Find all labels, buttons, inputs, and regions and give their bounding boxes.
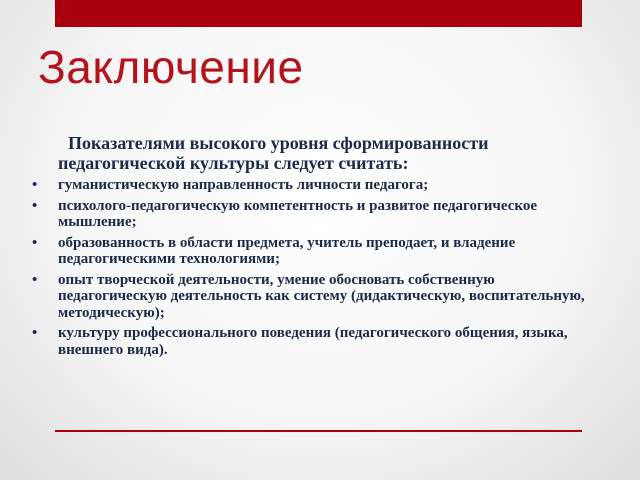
- bullet-text: опыт творческой деятельности, умение обосновать собственную педагогическую деятельность как систему (дидактическую, воспитательную, методическую);: [58, 271, 585, 321]
- bullet-item: [30, 325, 590, 358]
- bullet-item: [30, 198, 590, 231]
- bullet-text: психолого-педагогическую компетентность и развитое педагогическое мышление;: [58, 197, 537, 230]
- bullet-text: культуру профессионального поведения (педагогического общения, языка, внешнего вида).: [58, 325, 568, 358]
- slide-title: Заключение: [38, 41, 304, 93]
- bullet-list: [30, 177, 590, 358]
- bullet-item: [30, 177, 590, 194]
- bullet-text: образованность в области предмета, учитель преподает, и владение педагогическими технологиями;: [58, 234, 516, 267]
- bullet-dot-icon: •: [32, 325, 38, 341]
- bottom-accent-line: [55, 430, 582, 432]
- bullet-dot-icon: •: [32, 234, 38, 251]
- slide-content: [30, 133, 590, 362]
- bullet-dot-icon: •: [32, 197, 38, 214]
- bullet-text: гуманистическую направленность личности педагога;: [58, 177, 429, 193]
- bullet-dot-icon: •: [32, 177, 38, 193]
- top-accent-bar: [55, 0, 582, 27]
- bullet-item: [30, 235, 590, 268]
- intro-text: Показателями высокого уровня сформированности педагогической культуры следует считать:: [58, 133, 489, 173]
- bullet-dot-icon: •: [32, 271, 38, 288]
- bullet-item: [30, 272, 590, 322]
